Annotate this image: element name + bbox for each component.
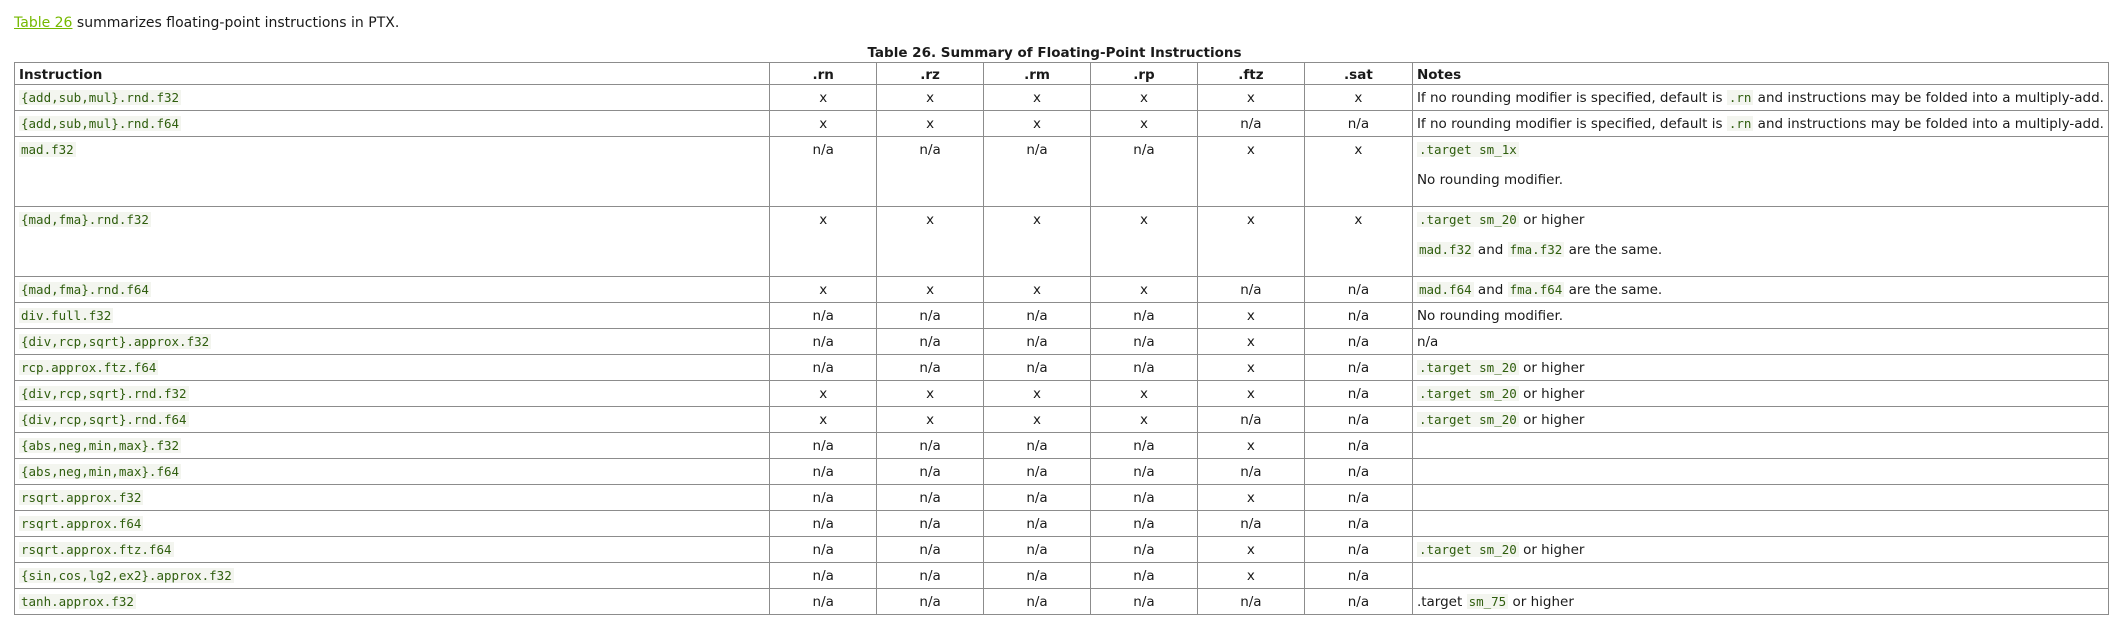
rz-cell: n/a bbox=[877, 303, 984, 329]
note-code: fma.f32 bbox=[1509, 242, 1563, 257]
rz-cell: x bbox=[877, 111, 984, 137]
note-text: or higher bbox=[1518, 412, 1585, 428]
notes-cell bbox=[1412, 137, 2108, 207]
note-code: .rn bbox=[1728, 90, 1752, 105]
instruction-cell bbox=[15, 459, 770, 485]
notes-cell bbox=[1412, 563, 2108, 589]
rn-cell: n/a bbox=[770, 303, 877, 329]
sat-cell: x bbox=[1304, 137, 1412, 207]
instruction-code: rcp.approx.ftz.f64 bbox=[21, 360, 157, 375]
rp-cell: x bbox=[1091, 207, 1198, 277]
rn-cell: x bbox=[770, 277, 877, 303]
instruction-code: {mad,fma}.rnd.f32 bbox=[21, 212, 149, 227]
note-text: and instructions may be folded into a multiply-add. bbox=[1753, 116, 2104, 132]
rm-cell: n/a bbox=[984, 137, 1091, 207]
rn-cell: x bbox=[770, 207, 877, 277]
rp-cell: n/a bbox=[1091, 563, 1198, 589]
note-text: If no rounding modifier is specified, default is bbox=[1416, 90, 1727, 106]
note-text: or higher bbox=[1518, 360, 1585, 376]
note-text: or higher bbox=[1518, 542, 1585, 558]
ftz-cell: n/a bbox=[1197, 407, 1304, 433]
rn-cell: x bbox=[770, 85, 877, 111]
instruction-cell bbox=[15, 207, 770, 277]
ftz-cell: x bbox=[1197, 207, 1304, 277]
table-row bbox=[15, 433, 2109, 459]
notes-cell bbox=[1412, 277, 2108, 303]
note-line bbox=[1417, 281, 2104, 299]
table-caption: Table 26. Summary of Floating-Point Instructions bbox=[867, 45, 1242, 61]
table-row bbox=[15, 329, 2109, 355]
header-sat: .sat bbox=[1304, 63, 1412, 85]
note-line bbox=[1417, 115, 2104, 133]
note-code: fma.f64 bbox=[1509, 282, 1563, 297]
instruction-code: {sin,cos,lg2,ex2}.approx.f32 bbox=[21, 568, 232, 583]
instruction-cell bbox=[15, 537, 770, 563]
rz-cell: n/a bbox=[877, 329, 984, 355]
note-line bbox=[1417, 333, 2104, 351]
ftz-cell: x bbox=[1197, 537, 1304, 563]
rz-cell: x bbox=[877, 207, 984, 277]
rz-cell: n/a bbox=[877, 355, 984, 381]
instruction-code: {div,rcp,sqrt}.approx.f32 bbox=[21, 334, 210, 349]
note-text: No rounding modifier. bbox=[1416, 308, 1564, 324]
rz-cell: n/a bbox=[877, 433, 984, 459]
rp-cell: x bbox=[1091, 381, 1198, 407]
rn-cell: n/a bbox=[770, 329, 877, 355]
sat-cell: n/a bbox=[1304, 407, 1412, 433]
rp-cell: n/a bbox=[1091, 329, 1198, 355]
rp-cell: n/a bbox=[1091, 355, 1198, 381]
notes-cell bbox=[1412, 329, 2108, 355]
rp-cell: n/a bbox=[1091, 459, 1198, 485]
rm-cell: n/a bbox=[984, 303, 1091, 329]
notes-cell bbox=[1412, 355, 2108, 381]
ftz-cell: x bbox=[1197, 485, 1304, 511]
rn-cell: x bbox=[770, 111, 877, 137]
rz-cell: n/a bbox=[877, 589, 984, 615]
note-code: mad.f32 bbox=[1418, 242, 1472, 257]
sat-cell: n/a bbox=[1304, 433, 1412, 459]
rm-cell: n/a bbox=[984, 329, 1091, 355]
instruction-code: rsqrt.approx.ftz.f64 bbox=[21, 542, 172, 557]
instruction-cell bbox=[15, 303, 770, 329]
rm-cell: n/a bbox=[984, 563, 1091, 589]
instruction-code: mad.f32 bbox=[21, 142, 74, 157]
rz-cell: x bbox=[877, 85, 984, 111]
header-rn: .rn bbox=[770, 63, 877, 85]
instruction-code: {mad,fma}.rnd.f64 bbox=[21, 282, 149, 297]
instruction-cell bbox=[15, 511, 770, 537]
ftz-cell: x bbox=[1197, 329, 1304, 355]
rp-cell: n/a bbox=[1091, 137, 1198, 207]
note-line bbox=[1417, 385, 2104, 403]
ftz-cell: x bbox=[1197, 381, 1304, 407]
intro-text: summarizes floating-point instructions in PTX. bbox=[72, 15, 400, 31]
ftz-cell: x bbox=[1197, 85, 1304, 111]
rp-cell: x bbox=[1091, 111, 1198, 137]
rm-cell: n/a bbox=[984, 485, 1091, 511]
sat-cell: n/a bbox=[1304, 459, 1412, 485]
sat-cell: n/a bbox=[1304, 355, 1412, 381]
instruction-cell bbox=[15, 355, 770, 381]
ftz-cell: n/a bbox=[1197, 459, 1304, 485]
notes-cell bbox=[1412, 511, 2108, 537]
instruction-code: {abs,neg,min,max}.f32 bbox=[21, 438, 180, 453]
rm-cell: x bbox=[984, 277, 1091, 303]
table-row bbox=[15, 303, 2109, 329]
rm-cell: x bbox=[984, 111, 1091, 137]
rn-cell: n/a bbox=[770, 537, 877, 563]
note-text: or higher bbox=[1508, 594, 1574, 610]
rm-cell: x bbox=[984, 381, 1091, 407]
note-line bbox=[1417, 593, 2104, 611]
ftz-cell: n/a bbox=[1197, 589, 1304, 615]
note-text: or higher bbox=[1518, 212, 1585, 228]
notes-cell bbox=[1412, 485, 2108, 511]
header-ftz: .ftz bbox=[1197, 63, 1304, 85]
table-row bbox=[15, 589, 2109, 615]
instruction-cell bbox=[15, 563, 770, 589]
rz-cell: n/a bbox=[877, 137, 984, 207]
notes-cell bbox=[1412, 459, 2108, 485]
rn-cell: n/a bbox=[770, 589, 877, 615]
ftz-cell: x bbox=[1197, 303, 1304, 329]
ftz-cell: x bbox=[1197, 137, 1304, 207]
table-26-link[interactable]: Table 26 bbox=[14, 15, 73, 31]
header-rp: .rp bbox=[1091, 63, 1198, 85]
rz-cell: x bbox=[877, 407, 984, 433]
table-row bbox=[15, 85, 2109, 111]
rm-cell: x bbox=[984, 85, 1091, 111]
ftz-cell: x bbox=[1197, 433, 1304, 459]
header-instruction: Instruction bbox=[15, 63, 770, 85]
instruction-cell bbox=[15, 589, 770, 615]
instruction-cell bbox=[15, 85, 770, 111]
note-line bbox=[1417, 141, 2104, 159]
header-rz: .rz bbox=[877, 63, 984, 85]
instruction-code: {add,sub,mul}.rnd.f32 bbox=[21, 90, 180, 105]
table-row bbox=[15, 537, 2109, 563]
rn-cell: n/a bbox=[770, 137, 877, 207]
rm-cell: n/a bbox=[984, 589, 1091, 615]
sat-cell: n/a bbox=[1304, 485, 1412, 511]
instruction-cell bbox=[15, 277, 770, 303]
note-code: .target sm_20 bbox=[1418, 212, 1517, 227]
rz-cell: n/a bbox=[877, 511, 984, 537]
note-code: .target sm_20 bbox=[1418, 360, 1517, 375]
rp-cell: n/a bbox=[1091, 537, 1198, 563]
table-row bbox=[15, 381, 2109, 407]
rp-cell: n/a bbox=[1091, 589, 1198, 615]
instruction-code: div.full.f32 bbox=[21, 308, 112, 323]
note-code: .target sm_20 bbox=[1418, 412, 1517, 427]
note-text: are the same. bbox=[1564, 282, 1663, 298]
notes-cell bbox=[1412, 407, 2108, 433]
floating-point-instructions-table bbox=[14, 62, 2109, 615]
instruction-code: {add,sub,mul}.rnd.f64 bbox=[21, 116, 180, 131]
rn-cell: n/a bbox=[770, 459, 877, 485]
table-row bbox=[15, 207, 2109, 277]
sat-cell: n/a bbox=[1304, 111, 1412, 137]
table-row bbox=[15, 111, 2109, 137]
rn-cell: n/a bbox=[770, 511, 877, 537]
rm-cell: n/a bbox=[984, 355, 1091, 381]
table-row bbox=[15, 355, 2109, 381]
instruction-cell bbox=[15, 329, 770, 355]
rm-cell: x bbox=[984, 207, 1091, 277]
sat-cell: n/a bbox=[1304, 563, 1412, 589]
rz-cell: n/a bbox=[877, 459, 984, 485]
rp-cell: n/a bbox=[1091, 511, 1198, 537]
sat-cell: n/a bbox=[1304, 381, 1412, 407]
note-code: mad.f64 bbox=[1418, 282, 1472, 297]
instruction-code: rsqrt.approx.f64 bbox=[21, 516, 142, 531]
rn-cell: x bbox=[770, 381, 877, 407]
note-text: .target bbox=[1416, 594, 1467, 610]
rp-cell: x bbox=[1091, 85, 1198, 111]
note-text: n/a bbox=[1416, 334, 1439, 350]
rn-cell: x bbox=[770, 407, 877, 433]
note-line bbox=[1417, 89, 2104, 107]
ftz-cell: x bbox=[1197, 355, 1304, 381]
note-line bbox=[1417, 359, 2104, 377]
note-line bbox=[1417, 241, 2104, 259]
instruction-cell bbox=[15, 381, 770, 407]
rm-cell: n/a bbox=[984, 459, 1091, 485]
notes-cell bbox=[1412, 85, 2108, 111]
rp-cell: n/a bbox=[1091, 485, 1198, 511]
instruction-code: tanh.approx.f32 bbox=[21, 594, 134, 609]
table-row bbox=[15, 459, 2109, 485]
rm-cell: n/a bbox=[984, 537, 1091, 563]
ftz-cell: x bbox=[1197, 563, 1304, 589]
rn-cell: n/a bbox=[770, 485, 877, 511]
notes-cell bbox=[1412, 433, 2108, 459]
sat-cell: n/a bbox=[1304, 277, 1412, 303]
ftz-cell: n/a bbox=[1197, 111, 1304, 137]
rz-cell: x bbox=[877, 381, 984, 407]
rz-cell: n/a bbox=[877, 537, 984, 563]
note-code: sm_75 bbox=[1468, 594, 1507, 609]
ftz-cell: n/a bbox=[1197, 511, 1304, 537]
table-row bbox=[15, 277, 2109, 303]
rz-cell: x bbox=[877, 277, 984, 303]
rz-cell: n/a bbox=[877, 563, 984, 589]
notes-cell bbox=[1412, 537, 2108, 563]
rz-cell: n/a bbox=[877, 485, 984, 511]
rp-cell: n/a bbox=[1091, 303, 1198, 329]
instruction-cell bbox=[15, 111, 770, 137]
table-row bbox=[15, 485, 2109, 511]
sat-cell: n/a bbox=[1304, 537, 1412, 563]
sat-cell: x bbox=[1304, 85, 1412, 111]
rm-cell: n/a bbox=[984, 433, 1091, 459]
table-row bbox=[15, 563, 2109, 589]
sat-cell: n/a bbox=[1304, 329, 1412, 355]
notes-cell bbox=[1412, 303, 2108, 329]
instruction-code: rsqrt.approx.f32 bbox=[21, 490, 142, 505]
table-row bbox=[15, 511, 2109, 537]
ftz-cell: n/a bbox=[1197, 277, 1304, 303]
note-line bbox=[1417, 211, 2104, 229]
instruction-cell bbox=[15, 433, 770, 459]
note-text: and bbox=[1473, 242, 1508, 258]
intro-paragraph bbox=[14, 14, 399, 32]
sat-cell: n/a bbox=[1304, 511, 1412, 537]
rn-cell: n/a bbox=[770, 433, 877, 459]
note-line bbox=[1417, 307, 2104, 325]
notes-cell bbox=[1412, 207, 2108, 277]
table-row bbox=[15, 137, 2109, 207]
rn-cell: n/a bbox=[770, 355, 877, 381]
notes-cell bbox=[1412, 589, 2108, 615]
rp-cell: x bbox=[1091, 407, 1198, 433]
note-text: and bbox=[1473, 282, 1508, 298]
rm-cell: n/a bbox=[984, 511, 1091, 537]
note-code: .rn bbox=[1728, 116, 1752, 131]
sat-cell: x bbox=[1304, 207, 1412, 277]
rp-cell: n/a bbox=[1091, 433, 1198, 459]
instruction-code: {div,rcp,sqrt}.rnd.f64 bbox=[21, 412, 187, 427]
rn-cell: n/a bbox=[770, 563, 877, 589]
note-code: .target sm_20 bbox=[1418, 542, 1517, 557]
note-line bbox=[1417, 411, 2104, 429]
instruction-cell bbox=[15, 137, 770, 207]
instruction-code: {abs,neg,min,max}.f64 bbox=[21, 464, 180, 479]
note-text: and instructions may be folded into a multiply-add. bbox=[1753, 90, 2104, 106]
header-notes: Notes bbox=[1412, 63, 2108, 85]
instruction-cell bbox=[15, 485, 770, 511]
note-code: .target sm_20 bbox=[1418, 386, 1517, 401]
notes-cell bbox=[1412, 381, 2108, 407]
instruction-code: {div,rcp,sqrt}.rnd.f32 bbox=[21, 386, 187, 401]
rp-cell: x bbox=[1091, 277, 1198, 303]
note-line bbox=[1417, 171, 2104, 189]
table-header-row bbox=[15, 63, 2109, 85]
sat-cell: n/a bbox=[1304, 303, 1412, 329]
note-text: No rounding modifier. bbox=[1416, 172, 1564, 188]
instruction-cell bbox=[15, 407, 770, 433]
note-text: If no rounding modifier is specified, default is bbox=[1416, 116, 1727, 132]
note-code: .target sm_1x bbox=[1418, 142, 1517, 157]
note-text: or higher bbox=[1518, 386, 1585, 402]
table-row bbox=[15, 407, 2109, 433]
note-line bbox=[1417, 541, 2104, 559]
note-text: are the same. bbox=[1564, 242, 1663, 258]
sat-cell: n/a bbox=[1304, 589, 1412, 615]
notes-cell bbox=[1412, 111, 2108, 137]
header-rm: .rm bbox=[984, 63, 1091, 85]
rm-cell: x bbox=[984, 407, 1091, 433]
